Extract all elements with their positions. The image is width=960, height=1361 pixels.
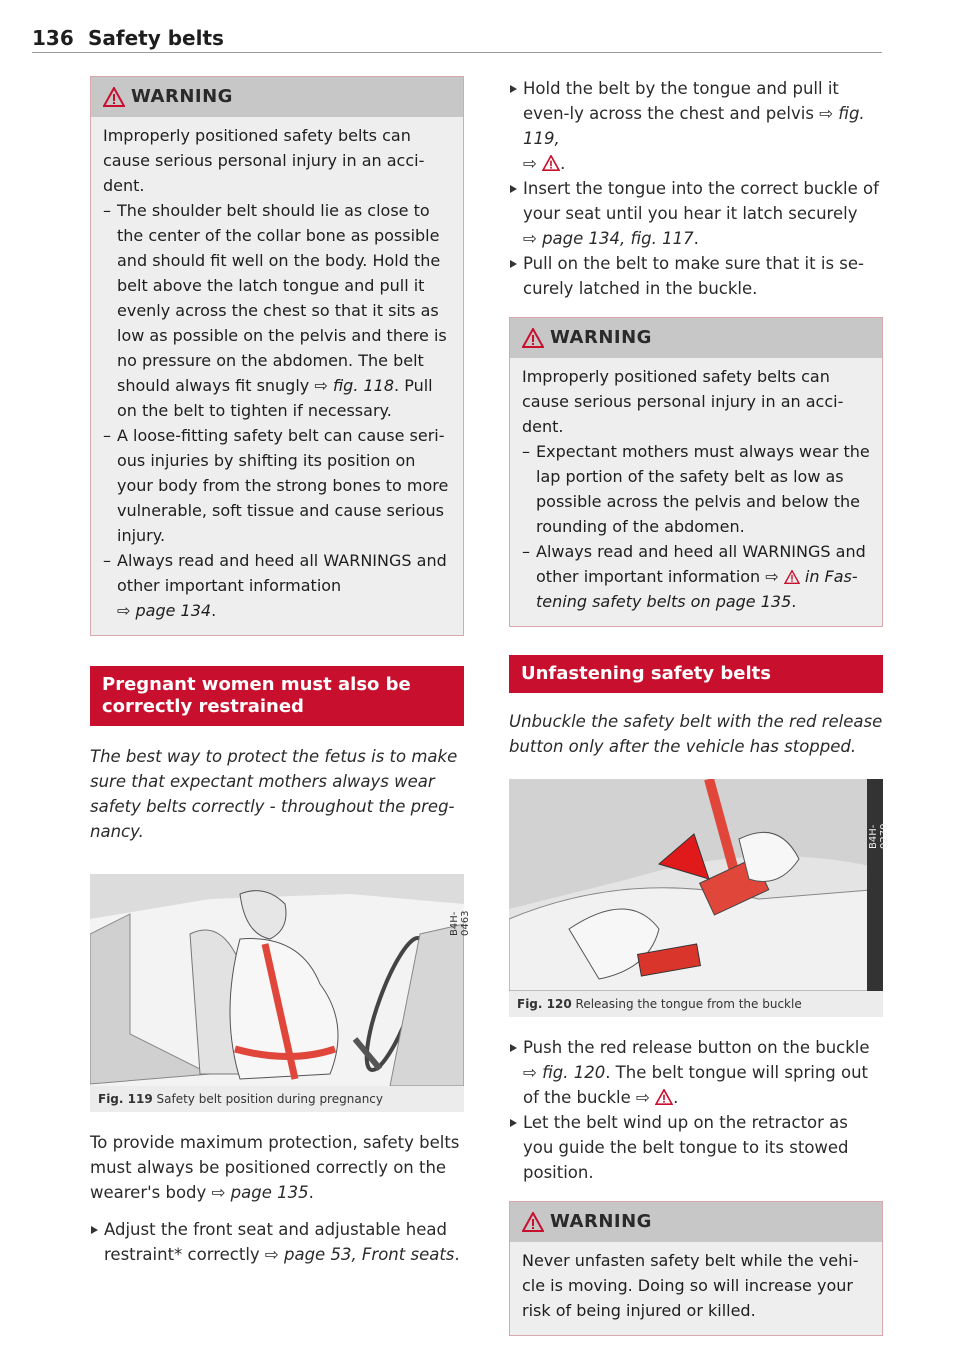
warning-label: WARNING — [131, 86, 233, 107]
instruction-step: Hold the belt by the tongue and pull it even-ly across the chest and pelvis ⇨ fig. 119, ⇨ . — [509, 76, 883, 176]
page-reference-link[interactable]: ⇨ page 135 — [211, 1183, 309, 1202]
section-intro: The best way to protect the fetus is to make sure that expectant mothers always wear safety belts correctly - throughout the preg-nancy. — [90, 747, 458, 841]
warning-item: – Expectant mothers must always wear the lap portion of the safety belt as low as possible across the pelvis and below the rounding of the abdomen. — [522, 439, 870, 539]
page-reference-link[interactable]: in Fas-tening safety belts on page 135 — [536, 567, 858, 611]
warning-box — [509, 1201, 883, 1336]
figure-119 — [90, 874, 471, 1112]
warning-triangle-icon — [784, 570, 800, 584]
warning-box — [90, 76, 464, 636]
instruction-step: Insert the tongue into the correct buckle of your seat until you hear it latch securely ⇨ page 134, fig. 117. — [509, 176, 883, 251]
instruction-step: Adjust the front seat and adjustable head restraint* correctly ⇨ page 53, Front seats. — [90, 1217, 464, 1267]
warning-box — [509, 317, 883, 627]
warning-item: – Always read and heed all WARNINGS and other important information ⇨ in Fas-tening safety belts on page 135. — [522, 539, 870, 614]
warning-header — [510, 1202, 882, 1242]
page-number: 136 — [32, 26, 74, 50]
warning-item: – The shoulder belt should lie as close to the center of the collar bone as possible and should fit well on the body. Hold the belt above the latch tongue and pull it evenly across the chest so that it sits as low as possible on the pelvis and there is no pressure on the abdomen. The belt should always fit snugly ⇨ fig. 118. Pull on the belt to tighten if necessary. — [103, 198, 451, 423]
instruction-step: Pull on the belt to make sure that it is se-curely latched in the buckle. — [509, 251, 883, 301]
warning-label: WARNING — [550, 327, 652, 348]
instruction-step: Push the red release button on the buckle ⇨ fig. 120. The belt tongue will spring out of the buckle ⇨ . — [509, 1035, 883, 1110]
figure-caption: Fig. 120 Releasing the tongue from the buckle — [517, 997, 802, 1011]
warning-item: – Always read and heed all WARNINGS and other important information ⇨ page 134. — [103, 548, 451, 623]
figure-reference-link[interactable]: ⇨ fig. 119, — [523, 104, 865, 148]
warning-intro: Improperly positioned safety belts can cause serious personal injury in an acci-dent. — [103, 126, 425, 195]
figure-120 — [509, 779, 890, 1017]
section-intro: Unbuckle the safety belt with the red release button only after the vehicle has stopped. — [509, 712, 883, 756]
figure-caption: Fig. 119 Safety belt position during pregnancy — [98, 1092, 383, 1106]
warning-triangle-icon — [103, 87, 125, 107]
paragraph: To provide maximum protection, safety belts must always be positioned correctly on the wearer's body ⇨ page 135. — [90, 1133, 460, 1202]
page-header — [32, 22, 882, 53]
instruction-step: Let the belt wind up on the retractor as you guide the belt tongue to its stowed position. — [509, 1110, 883, 1185]
page-reference-link[interactable]: ⇨ page 134, fig. 117 — [523, 229, 694, 248]
warning-triangle-icon — [655, 1089, 673, 1105]
warning-intro: Improperly positioned safety belts can cause serious personal injury in an acci-dent. — [522, 367, 844, 436]
warning-triangle-icon — [522, 328, 544, 348]
warning-header — [510, 318, 882, 358]
page-reference-link[interactable]: ⇨ page 134 — [117, 601, 212, 620]
buckle-release-illustration — [509, 779, 883, 991]
warning-triangle-icon — [542, 155, 560, 171]
section-heading: Pregnant women must also be correctly restrained — [90, 666, 464, 726]
figure-reference-link[interactable]: ⇨ fig. 118 — [314, 376, 395, 395]
warning-header — [91, 77, 463, 117]
warning-item: – A loose-fitting safety belt can cause seri-ous injuries by shifting its position on your body from the strong bones to more vulnerable, soft tissue and cause serious injury. — [103, 423, 451, 548]
warning-text: Never unfasten safety belt while the vehi-cle is moving. Doing so will increase your risk of being injured or killed. — [522, 1251, 859, 1320]
section-title: Safety belts — [88, 26, 224, 50]
warning-label: WARNING — [550, 1211, 652, 1232]
figure-id: B4H-0270 — [868, 823, 890, 849]
section-heading: Unfastening safety belts — [509, 655, 883, 693]
figure-reference-link[interactable]: ⇨ fig. 120 — [523, 1063, 606, 1082]
figure-id: B4H-0463 — [449, 910, 471, 936]
pregnant-driver-illustration — [90, 874, 464, 1086]
warning-triangle-icon — [522, 1212, 544, 1232]
page-reference-link[interactable]: ⇨ page 53, Front seats — [264, 1245, 455, 1264]
